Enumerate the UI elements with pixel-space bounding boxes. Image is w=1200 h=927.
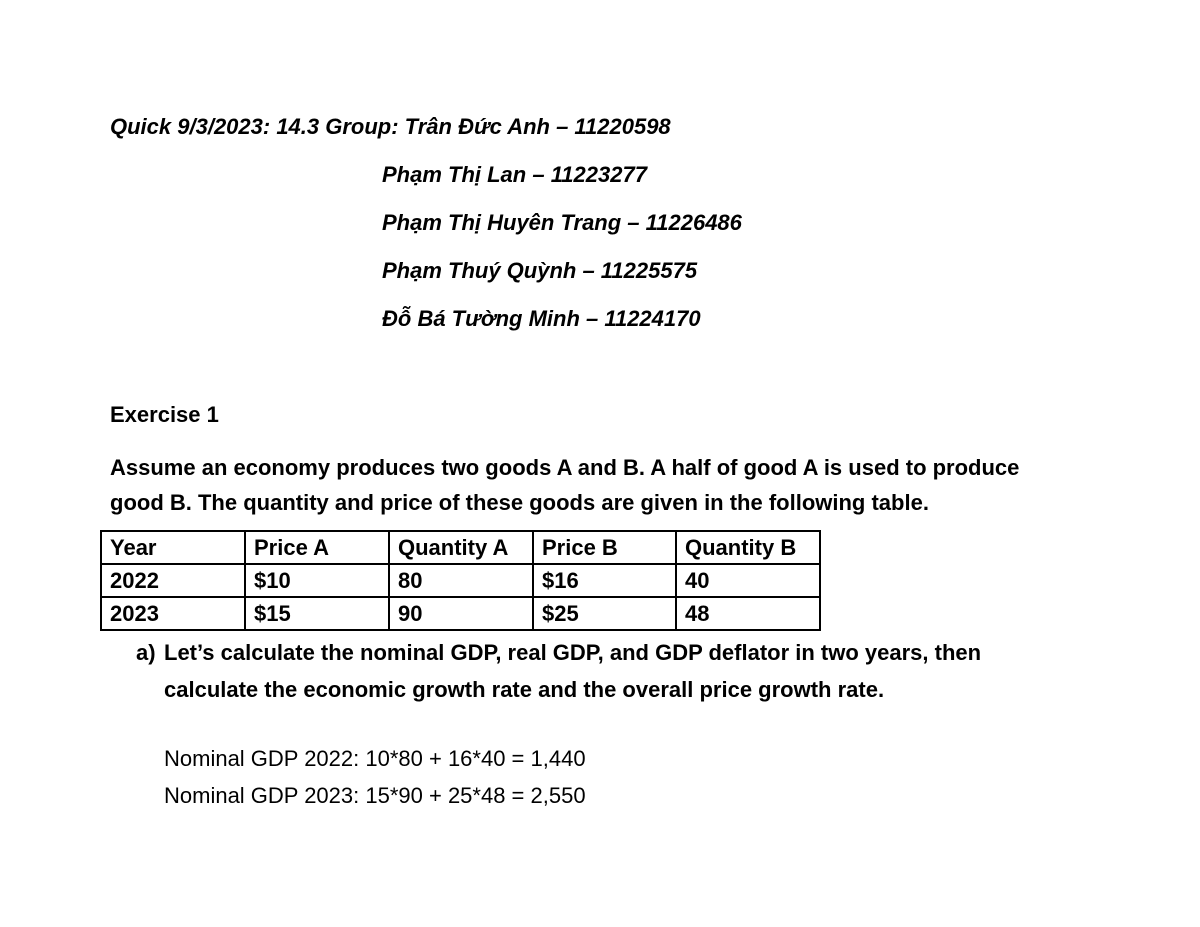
table-header-cell: Quantity B [676, 531, 820, 564]
question-a-line-2: calculate the economic growth rate and the overall price growth rate. [164, 677, 885, 702]
quick-group-line: Quick 9/3/2023: 14.3 Group: Trân Đức Anh – 11220598 [110, 114, 671, 139]
group-member-3: Phạm Thuý Quỳnh – 11225575 [382, 258, 698, 283]
problem-line-2: good B. The quantity and price of these goods are given in the following table. [110, 490, 929, 515]
table-cell: $15 [245, 597, 389, 630]
problem-statement [110, 450, 1110, 520]
table-row [101, 597, 820, 630]
table-cell: 2022 [101, 564, 245, 597]
nominal-gdp-2022: Nominal GDP 2022: 10*80 + 16*40 = 1,440 [164, 746, 586, 771]
question-a-label: a) [136, 640, 156, 665]
table-header-cell: Quantity A [389, 531, 533, 564]
problem-line-1: Assume an economy produces two goods A and B. A half of good A is used to produce [110, 455, 1020, 480]
table-cell: 2023 [101, 597, 245, 630]
question-a-line-1: Let’s calculate the nominal GDP, real GDP, and GDP deflator in two years, then [164, 640, 982, 665]
table-cell: $16 [533, 564, 676, 597]
table-cell: 90 [389, 597, 533, 630]
table-cell: $25 [533, 597, 676, 630]
answer-block [164, 740, 586, 814]
table-cell: 48 [676, 597, 820, 630]
group-member-4: Đỗ Bá Tường Minh – 11224170 [382, 306, 701, 331]
table-cell: 40 [676, 564, 820, 597]
table-cell: 80 [389, 564, 533, 597]
question-a [136, 634, 981, 708]
group-member-2: Phạm Thị Huyên Trang – 11226486 [382, 210, 742, 235]
exercise-title: Exercise 1 [110, 402, 219, 427]
table-header-row [101, 531, 820, 564]
table-header-cell: Price A [245, 531, 389, 564]
nominal-gdp-2023: Nominal GDP 2023: 15*90 + 25*48 = 2,550 [164, 783, 586, 808]
table-header-cell: Price B [533, 531, 676, 564]
table-cell: $10 [245, 564, 389, 597]
goods-table [100, 530, 821, 631]
group-member-1: Phạm Thị Lan – 11223277 [382, 162, 647, 187]
table-header-cell: Year [101, 531, 245, 564]
table-row [101, 564, 820, 597]
